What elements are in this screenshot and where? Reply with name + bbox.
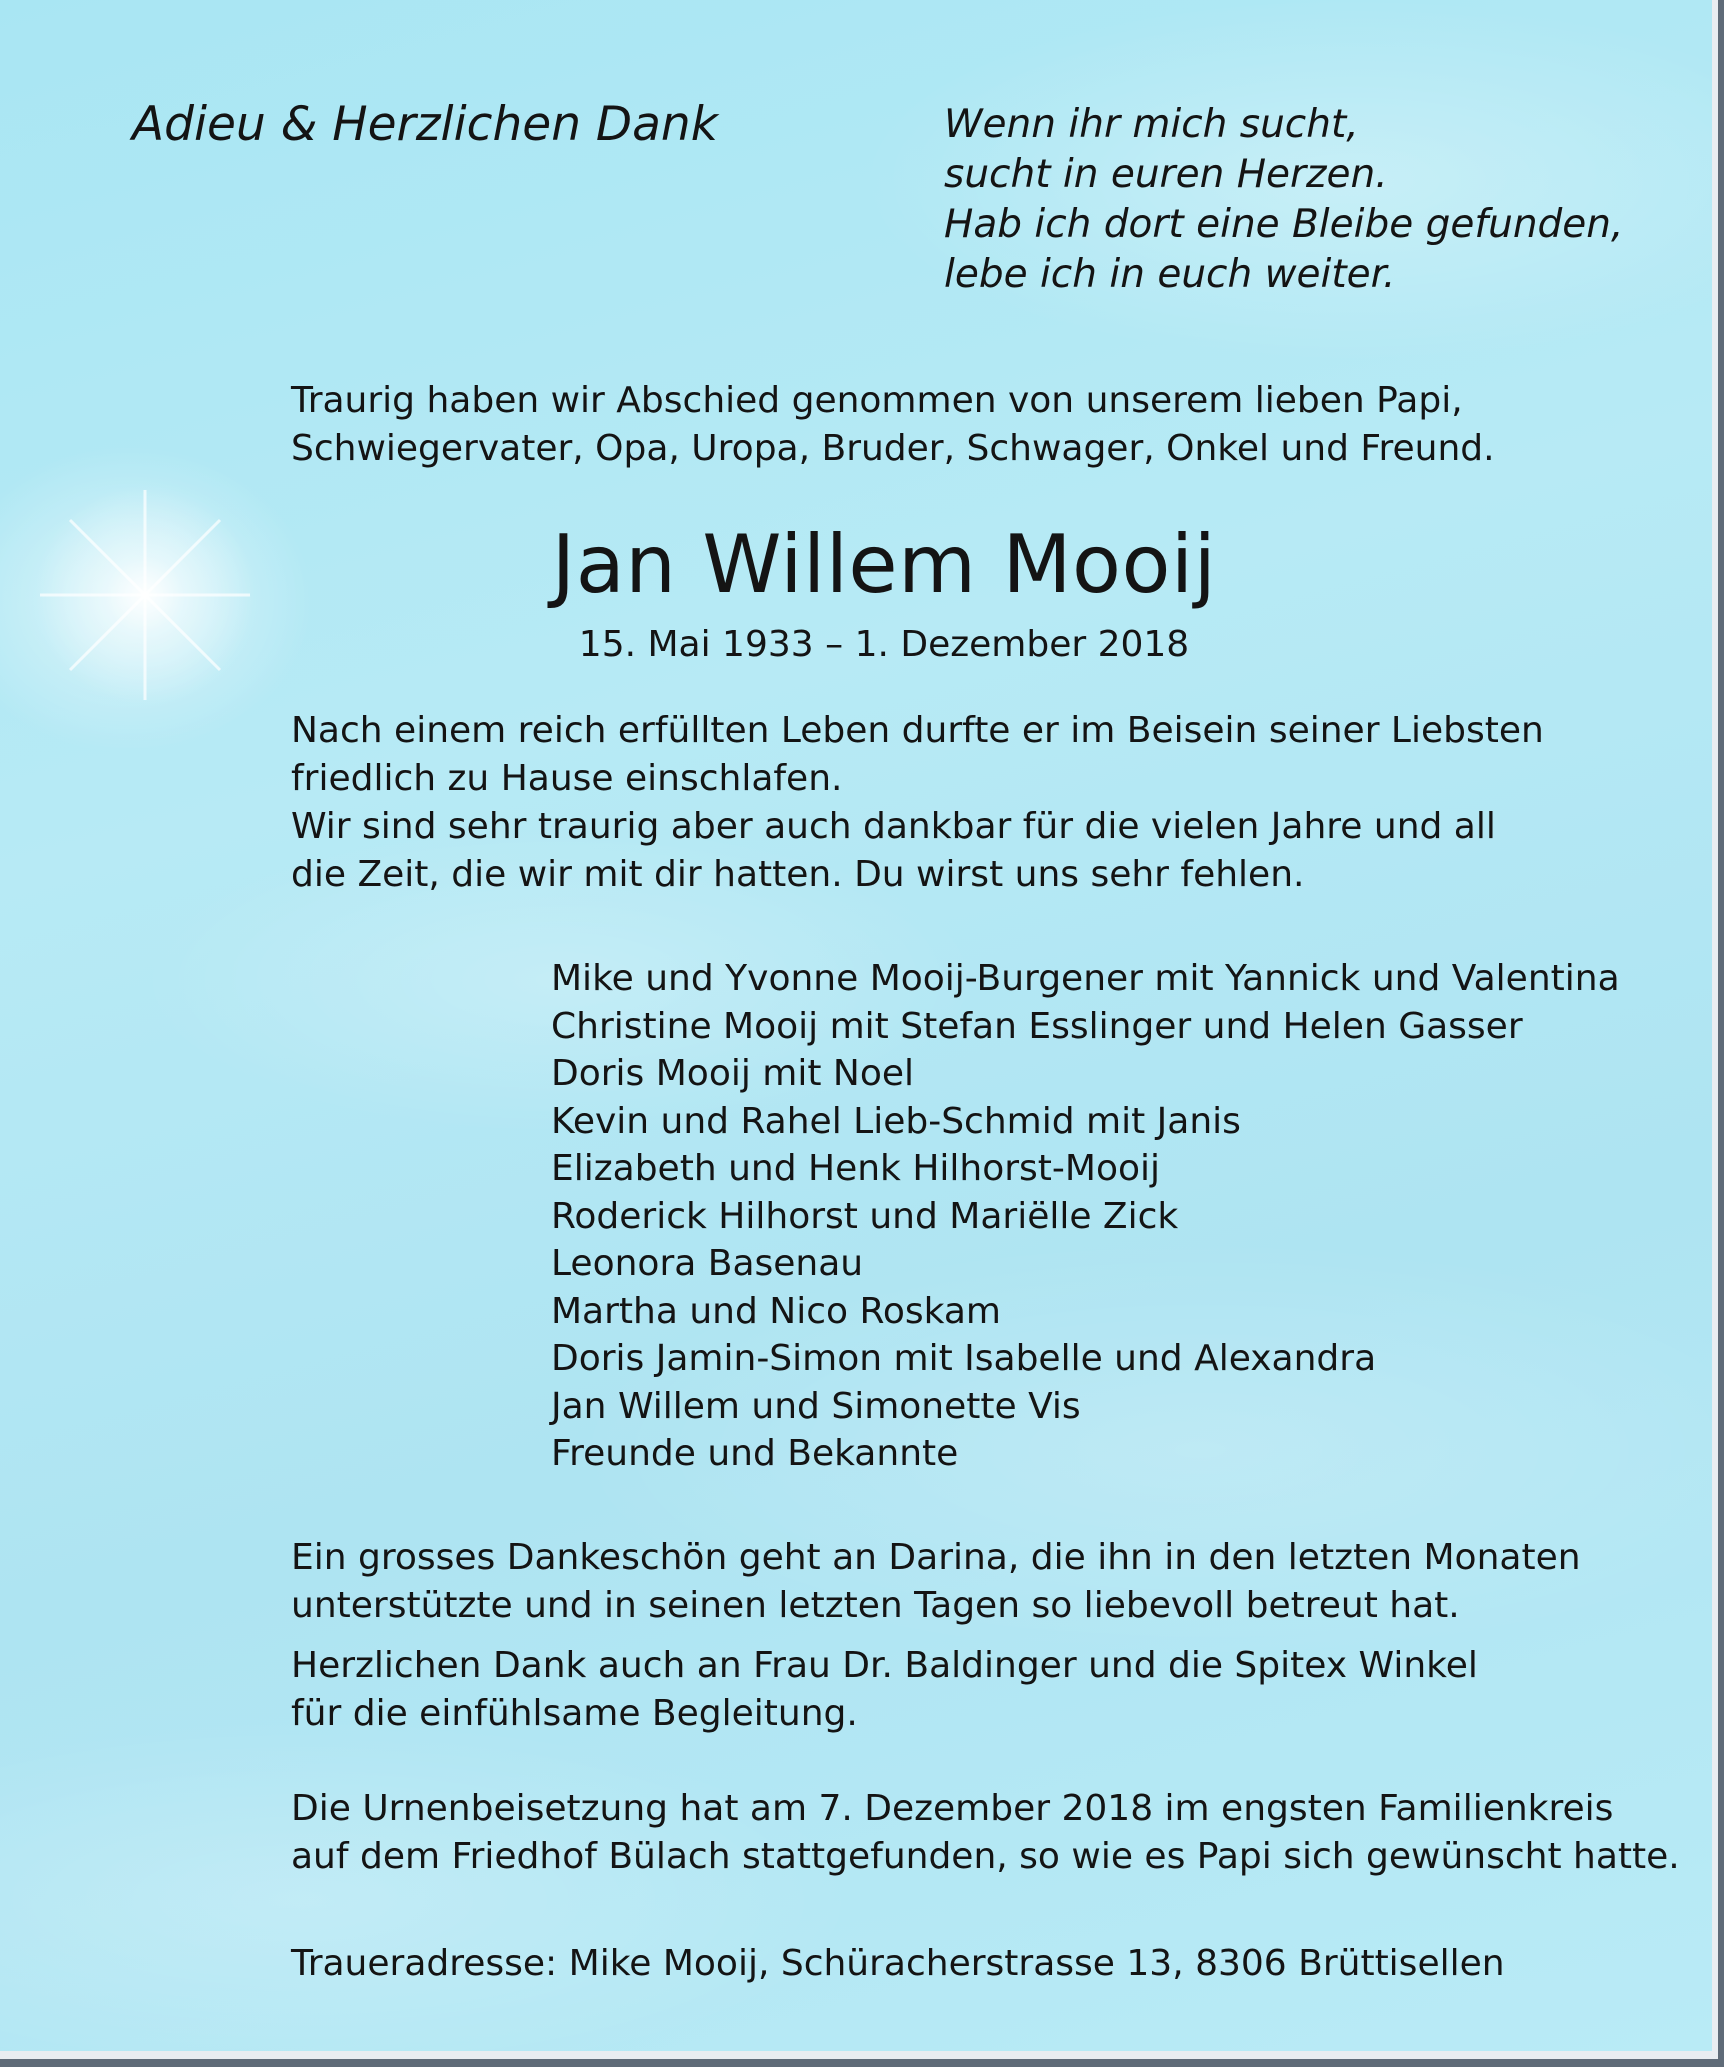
message-line: Nach einem reich erfüllten Leben durfte er im Beisein seiner Liebsten (291, 710, 1544, 751)
message-paragraph (291, 707, 1544, 899)
mourner-entry: Martha und Nico Roskam (551, 1290, 1001, 1332)
thanks-doctor-paragraph (291, 1642, 1478, 1738)
poem-line: Hab ich dort eine Bleibe gefunden, (944, 202, 1624, 247)
mourner-entry: Leonora Basenau (551, 1243, 864, 1284)
mourner-entry: Kevin und Rahel Lieb-Schmid mit Janis (551, 1100, 1241, 1142)
message-line: friedlich zu Hause einschlafen. (291, 758, 843, 799)
mourner-entry: Christine Mooij mit Stefan Esslinger und Helen Gasser (551, 1005, 1523, 1047)
poem (944, 100, 1623, 300)
mourner-entry: Mike und Yvonne Mooij-Burgener mit Yannick und Valentina (551, 958, 1620, 999)
thanks-darina-paragraph (291, 1534, 1581, 1630)
life-dates: 15. Mai 1933 – 1. Dezember 2018 (578, 624, 1190, 665)
thanks-line: Ein grosses Dankeschön geht an Darina, die ihn in den letzten Monaten (291, 1537, 1581, 1578)
thanks-line: für die einfühlsame Begleitung. (291, 1693, 858, 1734)
heading-adieu: Adieu & Herzlichen Dank (132, 97, 718, 152)
burial-line: Die Urnenbeisetzung hat am 7. Dezember 2018 im engsten Familienkreis (291, 1788, 1614, 1829)
thanks-line: Herzlichen Dank auch an Frau Dr. Baldinger und die Spitex Winkel (291, 1645, 1478, 1686)
mourner-entry: Roderick Hilhorst und Mariëlle Zick (551, 1195, 1179, 1237)
intro-paragraph (291, 377, 1495, 473)
message-line: Wir sind sehr traurig aber auch dankbar für die vielen Jahre und all (291, 806, 1496, 847)
mourning-address: Traueradresse: Mike Mooij, Schüracherstrasse 13, 8306 Brüttisellen (291, 1943, 1505, 1984)
mourner-entry: Doris Jamin-Simon mit Isabelle und Alexandra (551, 1338, 1377, 1379)
burial-paragraph (291, 1785, 1680, 1881)
mourners-list (551, 955, 1620, 1478)
poem-line: Wenn ihr mich sucht, (944, 102, 1359, 147)
mourner-entry: Freunde und Bekannte (551, 1433, 959, 1474)
deceased-name: Jan Willem Mooij (551, 518, 1217, 611)
burial-line: auf dem Friedhof Bülach stattgefunden, so wie es Papi sich gewünscht hatte. (291, 1836, 1680, 1877)
intro-line: Schwiegervater, Opa, Uropa, Bruder, Schwager, Onkel und Freund. (291, 428, 1495, 469)
mourner-entry: Elizabeth und Henk Hilhorst-Mooij (551, 1148, 1161, 1189)
poem-line: lebe ich in euch weiter. (944, 252, 1396, 297)
message-line: die Zeit, die wir mit dir hatten. Du wirst uns sehr fehlen. (291, 854, 1305, 895)
mourner-entry: Doris Mooij mit Noel (551, 1053, 915, 1094)
poem-line: sucht in euren Herzen. (944, 152, 1388, 197)
intro-line: Traurig haben wir Abschied genommen von unserem lieben Papi, (291, 380, 1463, 421)
thanks-line: unterstützte und in seinen letzten Tagen so liebevoll betreut hat. (291, 1585, 1460, 1626)
mourner-entry: Jan Willem und Simonette Vis (551, 1385, 1081, 1427)
